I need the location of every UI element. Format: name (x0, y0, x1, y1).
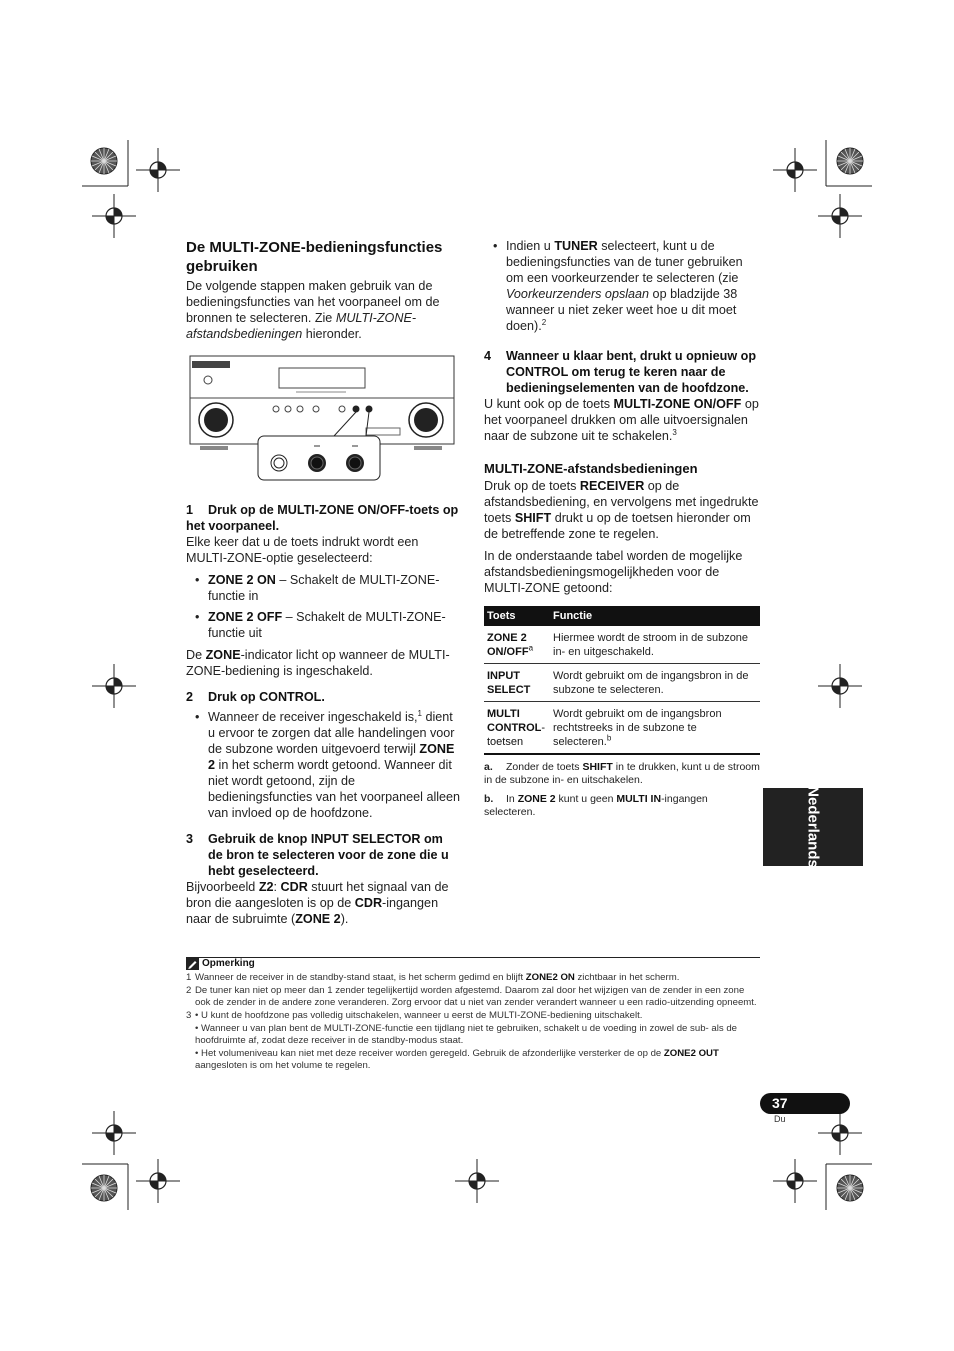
language-tab: Nederlands (763, 788, 863, 866)
cross-reference: MULTI-ZONE-afstandsbedieningen (186, 311, 417, 341)
intro-paragraph: De volgende stappen maken gebruik van de bedieningsfuncties van het voorpaneel om de bronnen te selecteren. Zie MULTI-ZONE-afstandsbedieningen hieronder. (186, 279, 440, 341)
list-item: • ZONE 2 OFF – Schakelt de MULTI-ZONE-functie uit (208, 609, 461, 641)
step-1-options (186, 572, 461, 641)
receiver-front-panel-illustration (186, 354, 458, 482)
list-item: • Indien u TUNER selecteert, kunt u de bedieningsfuncties van de tuner gebruiken om een voorkeurzender te selecteren (zie Voorkeurzenders opslaan op bladzijde 38 wanneer u niet zeker weet hoe u dit moet doen).$^2$ (506, 238, 760, 334)
remote-paragraph: Druk op de toets RECEIVER op de afstandsbediening, en vervolgens met ingedrukte toets SHIFT drukt u op de toetsen hieronder om de betreffende zone te regelen. (484, 479, 759, 541)
footnotes (186, 958, 760, 1073)
step-4-title: 4 Wanneer u klaar bent, drukt u opnieuw op CONTROL om terug te keren naar de bedieningselementen van de hoofdzone. (484, 349, 757, 395)
cross-reference: Voorkeurzenders opslaan (506, 287, 650, 301)
notes-header: Opmerking (186, 958, 760, 970)
remote-section-title: MULTI-ZONE-afstandsbedieningen (484, 461, 698, 476)
zone-indicator-note: De ZONE-indicator licht op wanneer de MULTI-ZONE-bediening is ingeschakeld. (186, 648, 450, 678)
table-row: INPUT SELECT Wordt gebruikt om de ingangsbron in de subzone te selecteren. (484, 664, 760, 702)
table-row: ZONE 2 ON/OFF$^a$ Hiermee wordt de stroom in de subzone in- en uitgeschakeld. (484, 626, 760, 664)
remote-functions-table (484, 606, 760, 755)
table-note-b: b. In ZONE 2 kunt u geen MULTI IN-ingangen selecteren. (484, 793, 708, 818)
table-row: MULTI CONTROL-toetsen Wordt gebruikt om de ingangsbron rechtstreeks in de subzone te selecteren.$^b$ (484, 702, 760, 755)
right-column (484, 238, 760, 825)
table-header: Toets (484, 606, 550, 626)
list-item: • Wanneer de receiver ingeschakeld is,$^1$ dient u ervoor te zorgen dat alle handelingen voor de subzone worden uitgevoerd terwijl ZONE 2 in het scherm wordt getoond. Wanneer dit niet wordt getoond, zijn de bedieningsfuncties van het voorpaneel alleen van invloed op de hoofdzone. (208, 709, 461, 821)
pioneer-logo (192, 361, 230, 368)
tuner-list (484, 238, 760, 334)
left-steps (186, 502, 461, 933)
note-icon (186, 958, 199, 970)
footnote-3-bullet-2: • Wanneer u van plan bent de MULTI-ZONE-functie een tijdlang niet te gebruiken, schakelt u de voeding in zowel de sub- als de hoofdruimte af, zodat deze receiver in de standby-modus staat. (195, 1023, 737, 1046)
table-intro: In de onderstaande tabel worden de mogelijke afstandsbedieningsmogelijkheden voor de MULTI-ZONE getoond: (484, 549, 743, 595)
list-item: • ZONE 2 ON – Schakelt de MULTI-ZONE-functie in (208, 572, 461, 604)
step-2-title: 2 Druk op CONTROL. (186, 690, 325, 704)
step-3-title: 3 Gebruik de knop INPUT SELECTOR om de bron te selecteren voor de zone die u hebt geselecteerd. (186, 832, 449, 878)
footnote-3: 3 • U kunt de hoofdzone pas volledig uitschakelen, wanneer u eerst de MULTI-ZONE-bediening uitschakelt. (186, 1010, 643, 1021)
step-3-text: Bijvoorbeeld Z2: CDR stuurt het signaal van de bron die aangesloten is op de CDR-ingangen naar de subruimte (ZONE 2). (186, 880, 449, 926)
step-4-text: U kunt ook op de toets MULTI-ZONE ON/OFF op het voorpaneel drukken om alle uitvoersignalen naar de subzone uit te schakelen.$^3$ (484, 397, 759, 443)
step-2-list (186, 709, 461, 821)
language-code: Du (774, 1114, 786, 1124)
footnote-3-bullet-3: • Het volumeniveau kan niet met deze receiver worden geregeld. Gebruik de afzonderlijke versterker de op de ZONE2 OUT aangesloten is om het volume te regelen. (195, 1048, 719, 1071)
footnote-1: 1 Wanneer de receiver in de standby-stand staat, is het scherm gedimd en blijft ZONE2 ON zichtbaar in het scherm. (186, 972, 680, 983)
section-title: De MULTI-ZONE-bedieningsfuncties gebruiken (186, 239, 443, 275)
page-number-badge: 37 (760, 1093, 850, 1114)
left-column (186, 238, 461, 348)
table-notes (484, 761, 760, 819)
table-header: Functie (550, 606, 760, 626)
step-1-text: Elke keer dat u de toets indrukt wordt een MULTI-ZONE-optie geselecteerd: (186, 535, 419, 565)
footnote-2: 2 De tuner kan niet op meer dan 1 zender tegelijkertijd worden afgestemd. Daarom zal door het wijzigen van de zender in een zone ook de zender in de andere zone veranderen. Zorg ervoor dat u niet van zender verandert wanneer u een radio-uitzending opneemt. (186, 985, 757, 1008)
step-1-title: 1 Druk op de MULTI-ZONE ON/OFF-toets op het voorpaneel. (186, 503, 459, 533)
table-note-a: a. Zonder de toets SHIFT in te drukken, kunt u de stroom in de subzone in- en uitschakelen. (484, 761, 760, 786)
